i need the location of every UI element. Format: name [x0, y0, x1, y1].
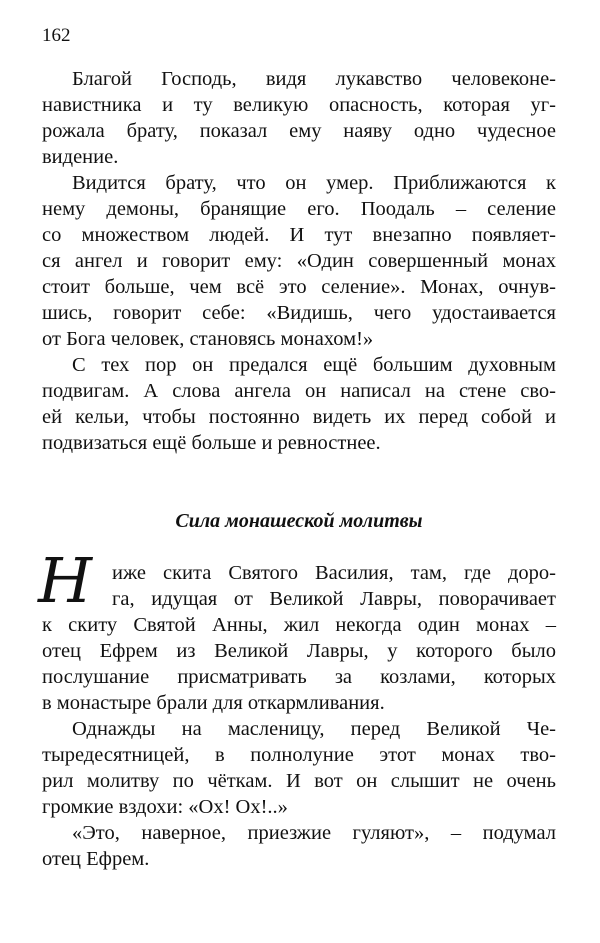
section-title: Сила монашеской молитвы — [175, 510, 423, 532]
text-line: к скиту Святой Анны, жил некогда один монах – — [42, 614, 556, 636]
text-line: отец Ефрем из Великой Лавры, у которого было — [42, 640, 556, 662]
drop-cap: Н — [38, 544, 93, 617]
text-line: «Это, наверное, приезжие гуляют», – подумал — [72, 822, 556, 844]
text-line: га, идущая от Великой Лавры, поворачивает — [112, 588, 556, 610]
text-line: нему демоны, бранящие его. Поодаль – селение — [42, 198, 556, 220]
text-line: подвизаться ещё больше и ревностнее. — [42, 432, 381, 454]
text-line: навистника и ту великую опасность, которая уг- — [42, 94, 556, 116]
text-line: тыредесятницей, в полнолуние этот монах тво- — [42, 744, 556, 766]
text-line: стоит больше, чем всё это селение». Монах, очнув- — [42, 276, 556, 298]
text-line: рожала брату, показал ему наяву одно чудесное — [42, 120, 556, 142]
text-line: иже скита Святого Василия, там, где доро- — [112, 562, 556, 584]
text-line: Видится брату, что он умер. Приближаются к — [72, 172, 556, 194]
text-line: от Бога человек, становясь монахом!» — [42, 328, 374, 350]
text-line: громкие вздохи: «Ох! Ох!..» — [42, 796, 288, 818]
text-line: Благой Господь, видя лукавство человеконе- — [72, 68, 556, 90]
text-line: шись, говорит себе: «Видишь, чего удостаивается — [42, 302, 556, 324]
text-line: ей кельи, чтобы постоянно видеть их перед собой и — [42, 406, 556, 428]
text-line: видение. — [42, 146, 119, 168]
text-line: рил молитву по чёткам. И вот он слышит не очень — [42, 770, 556, 792]
page-number: 162 — [42, 25, 71, 46]
text-line: в монастыре брали для откармливания. — [42, 692, 385, 714]
text-line: отец Ефрем. — [42, 848, 150, 870]
text-line: ся ангел и говорит ему: «Один совершенный монах — [42, 250, 556, 272]
text-line: подвигам. А слова ангела он написал на стене сво- — [42, 380, 556, 402]
text-line: послушание присматривать за козлами, которых — [42, 666, 556, 688]
text-line: со множеством людей. И тут внезапно появляет- — [42, 224, 556, 246]
text-line: С тех пор он предался ещё большим духовным — [72, 354, 556, 376]
text-line: Однажды на масленицу, перед Великой Че- — [72, 718, 556, 740]
